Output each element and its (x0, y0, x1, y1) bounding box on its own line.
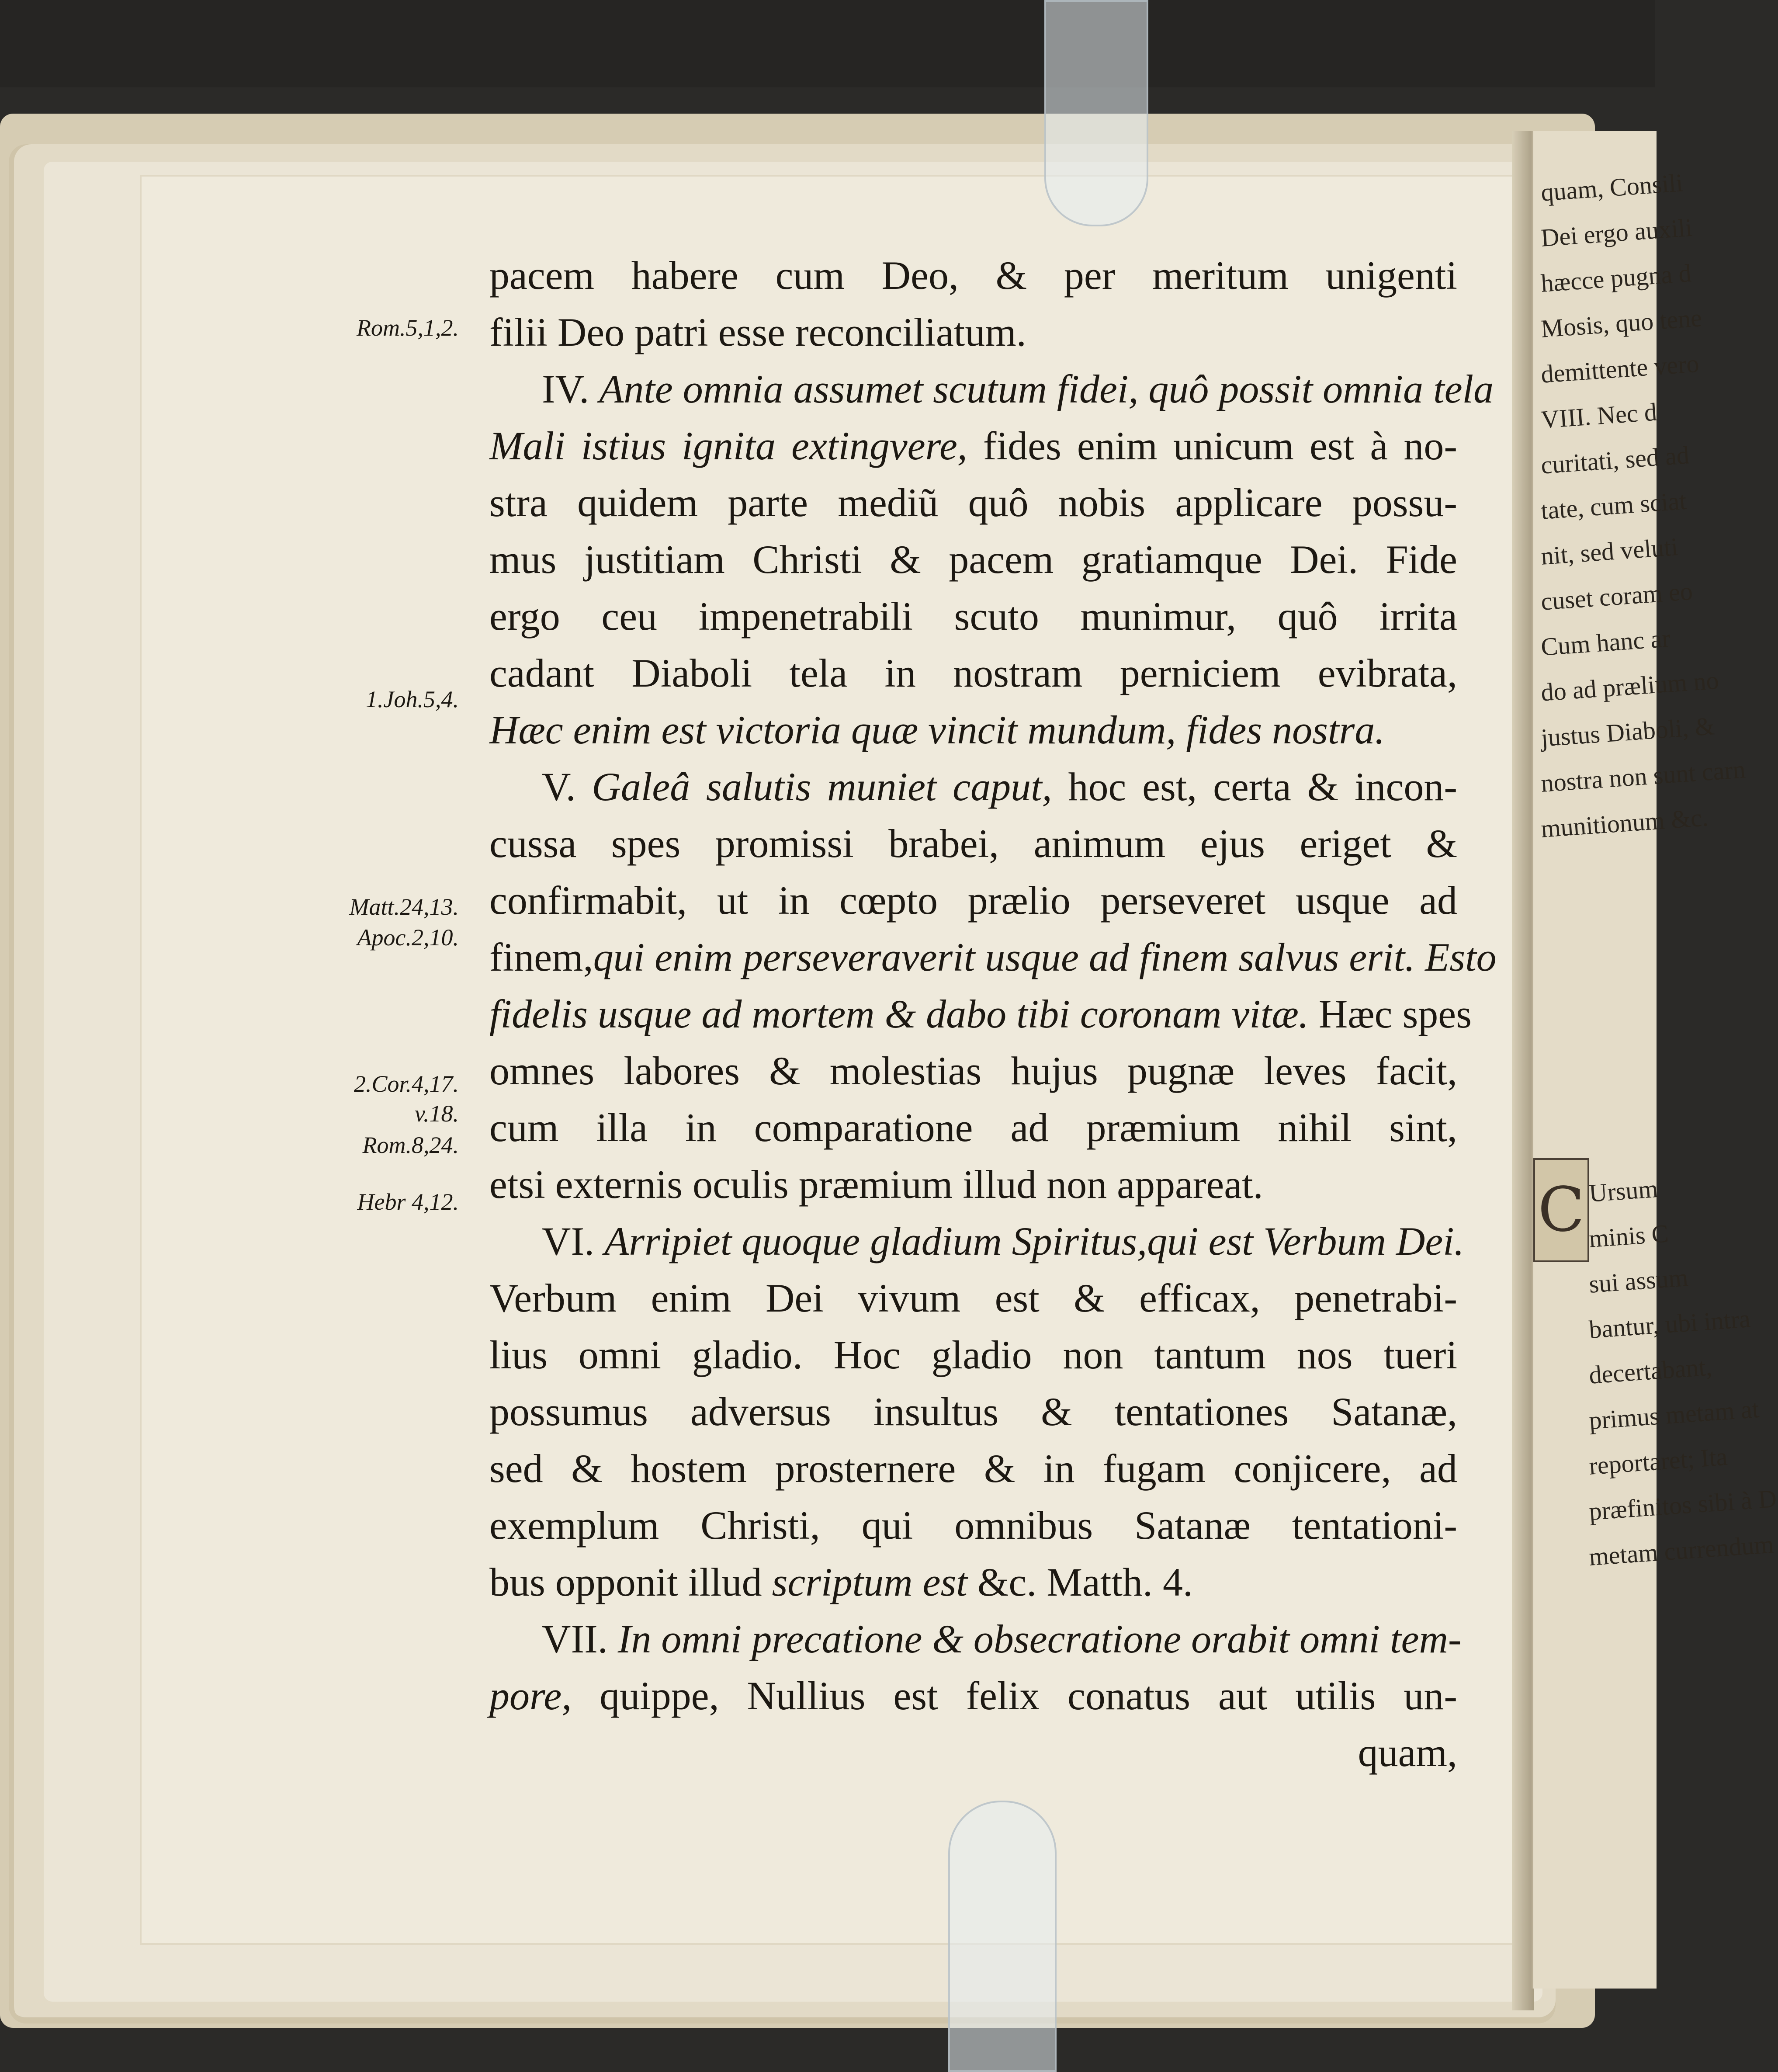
page-clip-bottom (948, 1801, 1057, 2072)
facing-line: VIII. Nec d (1540, 397, 1658, 434)
page-clip-top (1044, 0, 1148, 226)
facing-line: tate, cum sciat (1540, 486, 1688, 525)
facing-line: curitati, sed ad (1540, 441, 1690, 479)
text-line (489, 1440, 1457, 1497)
facing-line: Dei ergo auxili (1540, 213, 1693, 252)
text-segment: cadant Diaboli tela in nostram perniciem evibrata, (489, 651, 1457, 695)
facing-line: quam, Consili (1540, 168, 1684, 207)
text-line (489, 701, 1457, 758)
facing-line: Mosis, quo tene (1540, 303, 1703, 343)
text-segment: VII. (542, 1617, 618, 1661)
text-line (489, 1724, 1457, 1781)
text-segment: mus justitiam Christi & pacem gratiamque Dei. Fide (489, 537, 1457, 582)
text-line (489, 417, 1457, 474)
text-segment: ergo ceu impenetrabili scuto munimur, quô irrita (489, 594, 1457, 639)
text-segment: hoc est, certa & incon- (1052, 764, 1457, 809)
facing-line: reportaret; Ita (1588, 1442, 1729, 1480)
text-line (489, 361, 1494, 417)
text-line (489, 986, 1472, 1042)
text-line (489, 1326, 1457, 1383)
facing-line: præfinitos sibi à D (1588, 1484, 1778, 1526)
text-segment: possumus adversus insultus & tentationes Satanæ, (489, 1389, 1457, 1434)
text-segment: omnes labores & molestias hujus pugnæ leves facit, (489, 1048, 1457, 1093)
text-segment: V. (542, 764, 592, 809)
text-line (489, 474, 1457, 531)
text-segment: pore, (489, 1673, 572, 1718)
text-line (489, 247, 1457, 304)
text-line (489, 1099, 1457, 1156)
text-segment: IV. (542, 367, 600, 411)
main-text-block (489, 247, 1497, 1781)
text-segment: finem, (489, 935, 593, 979)
text-segment: bus opponit illud (489, 1560, 772, 1604)
facing-line: hæcce pugna d (1540, 258, 1692, 298)
text-segment: qui enim perseveraverit usque ad finem salvus erit. Esto (593, 935, 1497, 979)
facing-page (1532, 131, 1778, 1989)
text-segment: cussa spes promissi brabei, animum ejus eriget & (489, 821, 1457, 866)
facing-line: minis C (1588, 1219, 1670, 1253)
margin-note: 1.Joh.5,4. (366, 686, 459, 712)
margin-note: Rom.8,24. (362, 1132, 459, 1158)
facing-line: primus metam at (1588, 1394, 1760, 1435)
facing-line: metam currendum (1588, 1530, 1775, 1571)
drop-cap-initial: C (1533, 1158, 1589, 1262)
facing-page-text-lower (1581, 1171, 1778, 1580)
facing-line: bantur, ubi intra (1588, 1304, 1751, 1344)
text-segment: fides enim unicum est à no- (967, 423, 1457, 468)
text-segment: sed & hostem prosternere & in fugam conjicere, ad (489, 1446, 1457, 1491)
facing-line: decertabant, (1588, 1352, 1713, 1389)
text-segment: Hæc spes (1308, 992, 1472, 1036)
margin-note: v.18. (415, 1100, 459, 1127)
text-segment: pacem habere cum Deo, & per meritum unigenti (489, 253, 1457, 298)
text-segment: lius omni gladio. Hoc gladio non tantum nos tueri (489, 1333, 1457, 1377)
text-segment: In omni precatione & obsecratione orabit omni tem- (617, 1617, 1462, 1661)
text-line (489, 588, 1457, 645)
facing-line: demittente vero (1540, 349, 1700, 389)
facing-line: nostra non sunt carn (1540, 755, 1747, 798)
text-line (489, 1270, 1457, 1326)
text-line (489, 304, 1457, 361)
text-segment: scriptum est (772, 1560, 967, 1604)
margin-note: Hebr 4,12. (357, 1189, 459, 1215)
text-line (489, 929, 1497, 986)
text-segment: filii Deo patri esse reconciliatum. (489, 310, 1026, 354)
facing-line: do ad prælium no (1540, 666, 1720, 707)
text-segment: Arripiet quoque gladium Spiritus,qui est Verbum Dei. (604, 1219, 1464, 1263)
text-segment: etsi externis oculis præmium illud non appareat. (489, 1162, 1263, 1207)
text-segment: Galeâ salutis muniet caput, (592, 764, 1052, 809)
facing-line: justus Diaboli, & (1540, 711, 1716, 752)
facing-line: munitionum &c. (1540, 803, 1709, 843)
facing-line: sui assum (1588, 1263, 1689, 1298)
text-line (489, 1610, 1462, 1667)
text-segment: stra quidem parte mediũ quô nobis applicare possu- (489, 480, 1457, 525)
facing-line: cuset coram eo (1540, 576, 1694, 616)
gutter (1512, 131, 1534, 2010)
background-top (0, 0, 1655, 87)
text-line (489, 1383, 1457, 1440)
text-segment: &c. Matth. 4. (967, 1560, 1193, 1604)
text-segment: VI. (542, 1219, 605, 1263)
text-segment: exemplum Christi, qui omnibus Satanæ tentationi- (489, 1503, 1457, 1548)
margin-note: Rom.5,1,2. (357, 315, 459, 341)
text-line (489, 872, 1457, 929)
text-line (489, 645, 1457, 701)
text-segment: Hæc enim est victoria quæ vincit mundum, fides nostra. (489, 708, 1385, 752)
facing-line: nit, sed veluti (1540, 532, 1679, 570)
text-segment: Verbum enim Dei vivum est & efficax, penetrabi- (489, 1276, 1457, 1320)
text-line (489, 1042, 1457, 1099)
text-line (489, 1554, 1457, 1610)
text-segment: cum illa in comparatione ad præmium nihil sint, (489, 1105, 1457, 1150)
text-segment: fidelis usque ad mortem & dabo tibi coronam vitæ. (489, 992, 1309, 1036)
facing-page-text (1533, 168, 1747, 852)
text-line (489, 1667, 1457, 1724)
margin-note: Matt.24,13. (349, 894, 459, 920)
text-line (489, 1497, 1457, 1554)
text-segment: Mali istius ignita extingvere, (489, 423, 967, 468)
text-line (489, 815, 1457, 872)
margin-note: 2.Cor.4,17. (354, 1071, 459, 1097)
facing-line: Cum hanc ar (1540, 624, 1671, 661)
text-line (489, 1213, 1464, 1270)
facing-line: Ursum (1588, 1174, 1659, 1208)
text-line (489, 758, 1457, 815)
text-segment: quippe, Nullius est felix conatus aut utilis un- (572, 1673, 1457, 1718)
margin-note: Apoc.2,10. (357, 924, 459, 951)
text-segment: quam, (1358, 1730, 1457, 1775)
text-line (489, 1156, 1457, 1213)
text-line (489, 531, 1457, 588)
text-segment: Ante omnia assumet scutum fidei, quô possit omnia tela (599, 367, 1494, 411)
text-segment: confirmabit, ut in cœpto prælio perseveret usque ad (489, 878, 1457, 923)
